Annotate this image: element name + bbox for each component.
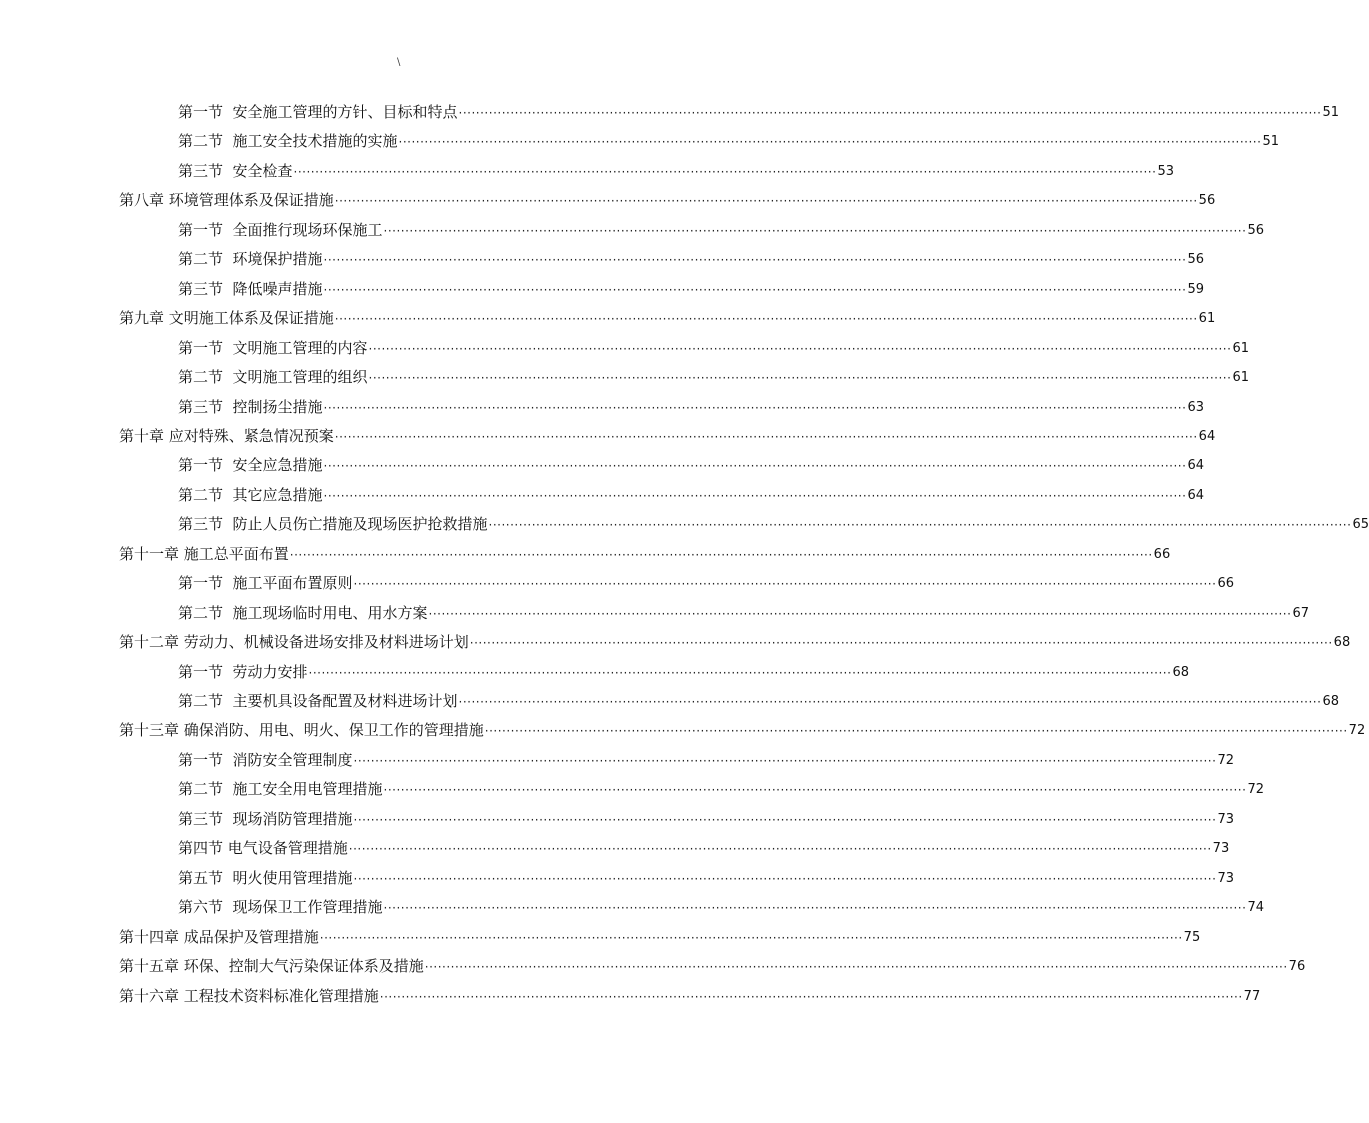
- toc-dot-leader: ········································································································································································································: [289, 547, 1153, 562]
- toc-section-entry: [178, 247, 1204, 269]
- toc-page-number: 63: [1187, 399, 1204, 415]
- toc-entry-title: 第五节 明火使用管理措施: [178, 868, 353, 887]
- toc-dot-leader: ········································································································································································································: [469, 636, 1333, 651]
- toc-section-entry: [178, 277, 1204, 299]
- toc-dot-leader: ········································································································································································································: [458, 695, 1322, 709]
- toc-page-number: 72: [1247, 782, 1264, 798]
- toc-entry-title: 第十章 应对特殊、紧急情况预案: [119, 426, 334, 445]
- toc-dot-leader: ········································································································································································································: [458, 106, 1322, 120]
- toc-dot-leader: ········································································································································································································: [353, 753, 1217, 768]
- toc-page-number: 72: [1348, 723, 1366, 739]
- toc-section-entry: [178, 895, 1264, 917]
- toc-section-entry: [178, 601, 1309, 623]
- toc-entry-title: 第一节 安全应急措施: [178, 456, 323, 475]
- toc-dot-leader: ········································································································································································································: [484, 724, 1348, 739]
- toc-entry-title: 第十五章 环保、控制大气污染保证体系及措施: [119, 957, 424, 976]
- toc-page-number: 68: [1333, 635, 1351, 651]
- toc-dot-leader: ········································································································································································································: [348, 842, 1212, 857]
- toc-entry-title: 第二节 施工安全技术措施的实施: [178, 132, 398, 151]
- toc-dot-leader: ········································································································································································································: [368, 341, 1232, 356]
- toc-page-number: 76: [1288, 959, 1306, 975]
- toc-dot-leader: ········································································································································································································: [323, 488, 1187, 503]
- toc-dot-leader: ········································································································································································································: [398, 135, 1262, 150]
- toc-entry-title: 第三节 防止人员伤亡措施及现场医护抢救措施: [178, 515, 488, 534]
- toc-dot-leader: ········································································································································································································: [428, 606, 1292, 621]
- toc-dot-leader: ········································································································································································································: [293, 164, 1157, 179]
- toc-dot-leader: ········································································································································································································: [323, 459, 1187, 474]
- toc-dot-leader: ········································································································································································································: [334, 429, 1198, 444]
- toc-dot-leader: ········································································································································································································: [368, 371, 1232, 386]
- toc-section-entry: [178, 748, 1234, 770]
- toc-chapter-entry: [119, 984, 1261, 1006]
- toc-page-number: 68: [1172, 664, 1189, 680]
- toc-section-entry: [178, 836, 1230, 858]
- toc-page-number: 66: [1153, 546, 1171, 562]
- toc-section-entry: [178, 395, 1204, 417]
- toc-entry-title: 第三节 现场消防管理措施: [178, 809, 353, 828]
- toc-entry-title: 第二节 环境保护措施: [178, 250, 323, 269]
- toc-page-number: 77: [1243, 988, 1261, 1004]
- toc-entry-title: 第十一章 施工总平面布置: [119, 544, 289, 563]
- toc-entry-title: 第六节 现场保卫工作管理措施: [178, 898, 383, 917]
- toc-section-entry: [178, 159, 1174, 181]
- toc-entry-title: 第三节 控制扬尘措施: [178, 397, 323, 416]
- toc-entry-title: 第八章 环境管理体系及保证措施: [119, 191, 334, 210]
- toc-section-entry: [178, 365, 1249, 387]
- toc-dot-leader: ········································································································································································································: [353, 871, 1217, 886]
- toc-page-number: 72: [1217, 752, 1234, 768]
- toc-chapter-entry: [119, 306, 1216, 328]
- toc-entry-title: 第一节 文明施工管理的内容: [178, 338, 368, 357]
- toc-entry-title: 第十三章 确保消防、用电、明火、保卫工作的管理措施: [119, 721, 484, 740]
- toc-section-entry: [178, 866, 1234, 888]
- toc-page-number: 75: [1183, 929, 1201, 945]
- toc-dot-leader: ········································································································································································································: [334, 194, 1198, 209]
- toc-page-number: 61: [1232, 340, 1249, 356]
- toc-section-entry: [178, 453, 1204, 475]
- toc-dot-leader: ········································································································································································································: [353, 812, 1217, 827]
- toc-section-entry: [178, 483, 1204, 505]
- toc-chapter-entry: [119, 188, 1216, 210]
- toc-dot-leader: ········································································································································································································: [323, 253, 1187, 268]
- toc-dot-leader: ········································································································································································································: [383, 783, 1247, 798]
- toc-entry-title: 第二节 施工现场临时用电、用水方案: [178, 603, 428, 622]
- toc-page-number: 59: [1187, 281, 1204, 297]
- toc-dot-leader: ········································································································································································································: [383, 223, 1247, 238]
- toc-chapter-entry: [119, 954, 1306, 976]
- toc-dot-leader: ········································································································································································································: [379, 989, 1243, 1004]
- toc-dot-leader: ········································································································································································································: [323, 282, 1187, 297]
- toc-entry-title: 第一节 安全施工管理的方针、目标和特点: [178, 103, 458, 121]
- toc-entry-title: 第九章 文明施工体系及保证措施: [119, 309, 334, 328]
- toc-section-entry: [178, 777, 1264, 799]
- toc-page-number: 73: [1212, 841, 1230, 857]
- toc-page-number: 74: [1247, 900, 1264, 916]
- toc-entry-title: 第十六章 工程技术资料标准化管理措施: [119, 986, 379, 1005]
- toc-page-number: 73: [1217, 811, 1234, 827]
- toc-page-number: 73: [1217, 870, 1234, 886]
- toc-section-entry: [178, 218, 1264, 240]
- toc-entry-title: 第二节 其它应急措施: [178, 485, 323, 504]
- toc-entry-title: 第一节 消防安全管理制度: [178, 750, 353, 769]
- toc-page-number: 53: [1157, 163, 1174, 179]
- toc-entry-title: 第一节 施工平面布置原则: [178, 574, 353, 593]
- toc-chapter-entry: [119, 925, 1201, 947]
- toc-chapter-entry: [119, 542, 1171, 564]
- toc-section-entry: [178, 512, 1369, 534]
- toc-entry-title: 第二节 主要机具设备配置及材料进场计划: [178, 692, 458, 710]
- toc-page-number: 65: [1352, 517, 1369, 533]
- toc-entry-title: 第三节 降低噪声措施: [178, 279, 323, 298]
- toc-section-entry: [178, 100, 1339, 122]
- toc-page-number: 51: [1322, 105, 1339, 120]
- toc-entry-title: 第四节 电气设备管理措施: [178, 839, 348, 858]
- toc-page-number: 64: [1187, 487, 1204, 503]
- toc-entry-title: 第十二章 劳动力、机械设备进场安排及材料进场计划: [119, 633, 469, 652]
- toc-dot-leader: ········································································································································································································: [383, 901, 1247, 916]
- toc-page-number: 56: [1247, 222, 1264, 238]
- toc-entry-title: 第一节 劳动力安排: [178, 662, 308, 681]
- toc-section-entry: [178, 807, 1234, 829]
- toc-page-number: 56: [1187, 252, 1204, 268]
- toc-section-entry: [178, 336, 1249, 358]
- toc-dot-leader: ········································································································································································································: [488, 518, 1352, 533]
- toc-chapter-entry: [119, 630, 1351, 652]
- toc-page-number: 64: [1187, 458, 1204, 474]
- toc-page-number: 66: [1217, 576, 1234, 592]
- page-marker: \: [397, 57, 401, 68]
- toc-chapter-entry: [119, 424, 1216, 446]
- toc-dot-leader: ········································································································································································································: [424, 960, 1288, 975]
- toc-page-number: 56: [1198, 193, 1216, 209]
- toc-dot-leader: ········································································································································································································: [308, 665, 1172, 680]
- toc-section-entry: [178, 129, 1279, 151]
- toc-page-number: 68: [1322, 694, 1339, 709]
- toc-dot-leader: ········································································································································································································: [319, 930, 1183, 945]
- toc-entry-title: 第三节 安全检查: [178, 161, 293, 180]
- toc-dot-leader: ········································································································································································································: [323, 400, 1187, 415]
- toc-entry-title: 第十四章 成品保护及管理措施: [119, 927, 319, 946]
- toc-page-number: 64: [1198, 428, 1216, 444]
- toc-dot-leader: ········································································································································································································: [353, 577, 1217, 592]
- toc-section-entry: [178, 689, 1339, 711]
- toc-page-number: 61: [1232, 370, 1249, 386]
- toc-entry-title: 第二节 施工安全用电管理措施: [178, 780, 383, 799]
- toc-entry-title: 第一节 全面推行现场环保施工: [178, 220, 383, 239]
- toc-page-number: 51: [1262, 134, 1279, 150]
- toc-section-entry: [178, 571, 1234, 593]
- toc-dot-leader: ········································································································································································································: [334, 312, 1198, 327]
- toc-entry-title: 第二节 文明施工管理的组织: [178, 368, 368, 387]
- toc-page-number: 67: [1292, 605, 1309, 621]
- toc-chapter-entry: [119, 718, 1366, 740]
- toc-page-number: 61: [1198, 311, 1216, 327]
- toc-section-entry: [178, 660, 1189, 682]
